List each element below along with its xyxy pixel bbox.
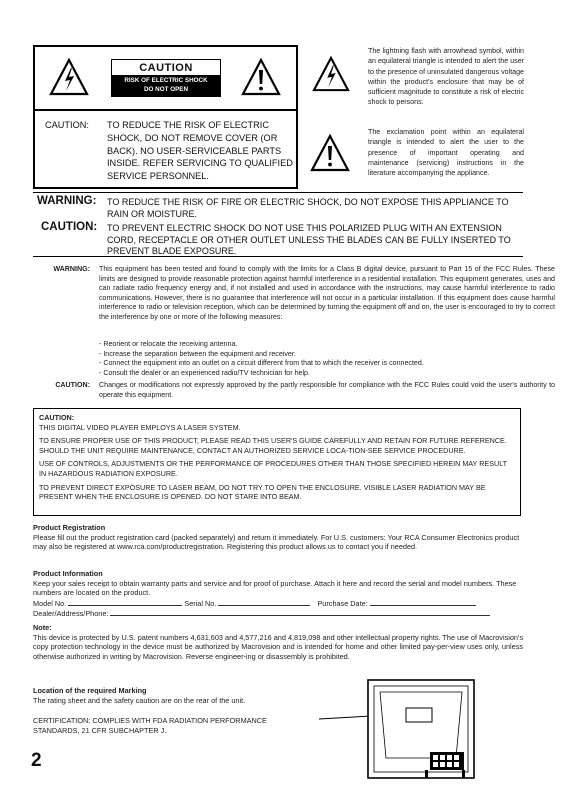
unit-rear-diagram bbox=[290, 678, 480, 780]
note-section bbox=[33, 623, 523, 661]
product-information-heading: Product Information bbox=[33, 569, 103, 578]
marking-text: The rating sheet and the safety caution are on the rear of the unit. bbox=[33, 695, 246, 705]
product-registration-text: Please fill out the product registration card (packed separately) and return it immediately. For U.S. customers: Your RCA Consumer Electronics product may also be registered at www.rca.com/productregistration. Registering this product allows us to contact you if needed. bbox=[33, 532, 520, 552]
warning-box bbox=[33, 192, 523, 257]
note-heading: Note: bbox=[33, 623, 52, 632]
dealer-field[interactable] bbox=[110, 608, 490, 616]
laser-caution-line1: THIS DIGITAL VIDEO PLAYER EMPLOYS A LASER SYSTEM. bbox=[39, 422, 241, 432]
product-information-text: Keep your sales receipt to obtain warranty parts and service and for proof of purchase. Attach it here and record the serial and model numbers. These numbers are located on the product. bbox=[33, 578, 517, 598]
product-registration-section bbox=[33, 523, 523, 552]
caution-text: TO PREVENT ELECTRIC SHOCK DO NOT USE THIS POLARIZED PLUG WITH AN EXTENSION CORD, RECEPTACLE OR OTHER OUTLET UNLESS THE BLADES CAN BE FULLY INSERTED TO PREVENT BLADE EXPOSURE. bbox=[107, 223, 511, 257]
dealer-row bbox=[33, 608, 523, 619]
list-item: - Connect the equipment into an outlet on a circuit different from that to which the receiver is connected. bbox=[99, 359, 424, 368]
fcc-caution-text: Changes or modifications not expressly approved by the partly responsible for compliance with the FCC Rules could void the user's authority to operate this equipment. bbox=[99, 381, 555, 399]
laser-caution-para2: TO ENSURE PROPER USE OF THIS PRODUCT, PLEASE READ THIS USER'S GUIDE CAREFULLY AND RETAIN FOR FUTURE REFERENCE. SHOULD THE UNIT REQUIRE MAINTENANCE, CONTACT AN AUTHORIZED SERVICE LOCA-TION-SEE SERVICE PROCEDURE. bbox=[39, 436, 507, 455]
laser-caution-para3: USE OF CONTROLS, ADJUSTMENTS OR THE PERFORMANCE OF PROCEDURES OTHER THAN THOSE SPECIFIED HEREIN MAY RESULT IN HAZARDOUS RADIATION EXPOSURE. bbox=[39, 459, 507, 478]
exclamation-symbol-description: The exclamation point within an equilateral triangle is intended to alert the user to the presence of important operating and maintenance (servicing) instructions in the literature accompanying the appliance. bbox=[368, 128, 524, 178]
caution-label-header bbox=[35, 47, 296, 111]
list-item: - Increase the separation between the equipment and receiver. bbox=[99, 349, 296, 358]
exclamation-symbol-icon bbox=[310, 134, 350, 172]
product-registration-heading: Product Registration bbox=[33, 523, 106, 532]
laser-caution-para4: TO PREVENT DIRECT EXPOSURE TO LASER BEAM, DO NOT TRY TO OPEN THE ENCLOSURE. VISIBLE LASER RADIATION MAY BE PRESENT WHEN THE ENCLOSURE IS OPENED. DO NOT STARE INTO BEAM. bbox=[39, 482, 486, 502]
note-text: This device is protected by U.S. patent numbers 4,631,603 and 4,577,216 and 4,819,098 and other intellectual property rights. The use of Macrovision's copy protection technology in the device must be authorized by Macrovision and is intended for home and other limited pay-per-view uses only, unless otherwise authorized in writing by Macrovision. Reverse engineer-ing or disassembly is prohibited. bbox=[33, 632, 523, 661]
serial-number-label: Serial No. bbox=[184, 598, 217, 608]
fcc-warning-label: WARNING: bbox=[53, 265, 90, 273]
list-item: - Reorient or relocate the receiving antenna. bbox=[99, 340, 238, 348]
laser-caution-heading: CAUTION: bbox=[39, 413, 75, 422]
caution-body-label: CAUTION: bbox=[45, 120, 89, 130]
laser-caution-box bbox=[33, 408, 521, 516]
caution-sticker bbox=[111, 59, 221, 97]
fcc-measures-list bbox=[99, 340, 529, 378]
certification-line-2: STANDARDS, 21 CFR SUBCHAPTER J. bbox=[33, 725, 167, 735]
purchase-date-field[interactable] bbox=[370, 598, 476, 606]
lightning-warning-icon bbox=[49, 58, 89, 96]
purchase-date-label: Purchase Date: bbox=[317, 598, 368, 608]
warning-label: WARNING: bbox=[37, 195, 97, 207]
caution-sticker-title: CAUTION bbox=[139, 62, 193, 74]
lightning-symbol-icon bbox=[312, 56, 350, 92]
marking-heading: Location of the required Marking bbox=[33, 686, 147, 695]
dealer-label: Dealer/Address/Phone: bbox=[33, 609, 109, 619]
certification-line-1: CERTIFICATION: COMPLIES WITH FDA RADIATION PERFORMANCE bbox=[33, 716, 267, 725]
model-number-label: Model No. bbox=[33, 598, 67, 608]
caution-label: CAUTION: bbox=[41, 221, 98, 233]
product-information-section bbox=[33, 569, 523, 619]
record-fields-row bbox=[33, 598, 523, 609]
fcc-caution-label: CAUTION: bbox=[55, 381, 90, 389]
exclamation-warning-icon bbox=[241, 58, 281, 96]
fcc-warning bbox=[33, 265, 555, 345]
warning-text: TO REDUCE THE RISK OF FIRE OR ELECTRIC SHOCK, DO NOT EXPOSE THIS APPLIANCE TO RAIN OR MOISTURE. bbox=[107, 197, 509, 219]
page-number: 2 bbox=[31, 750, 42, 771]
caution-sticker-subtitle-1: RISK OF ELECTRIC SHOCK bbox=[124, 77, 208, 84]
caution-label-box bbox=[33, 45, 298, 189]
fcc-caution bbox=[33, 381, 555, 403]
fcc-warning-text: This equipment has been tested and found to comply with the limits for a Class B digital device, pursuant to Part 15 of the FCC Rules. These limits are designed to provide reasonable protection against harmful interference in a residential installation. This equipment generates, uses and can radiate radio frequency energy and, if not installed and used in accordance with the instructions, may cause harmful interference to radio communications. However, there is no guarantee that interference will not occur in a particular installation. If this equipment does cause harmful interference to radio or television reception, which can be determined by turning the equipment off and on, the user is encouraged to try to correct the interference by one or more of the following measures: bbox=[99, 265, 555, 321]
caution-body-text: TO REDUCE THE RISK OF ELECTRIC SHOCK, DO NOT REMOVE COVER (OR BACK). NO USER-SERVICEABLE PARTS INSIDE. REFER SERVICING TO QUALIFIED SERVICE PERSONNEL. bbox=[107, 120, 293, 182]
caution-sticker-subtitle-2: DO NOT OPEN bbox=[143, 86, 189, 93]
list-item: - Consult the dealer or an experienced radio/TV technician for help. bbox=[99, 368, 310, 377]
serial-number-field[interactable] bbox=[218, 598, 310, 606]
lightning-symbol-description: The lightning flash with arrowhead symbol, within an equilateral triangle is intended to alert the user to the presence of uninsulated dangerous voltage within the product's enclosure that may be of sufficient magnitude to constitute a risk of electric shock to persons. bbox=[368, 47, 524, 107]
model-number-field[interactable] bbox=[68, 598, 182, 606]
